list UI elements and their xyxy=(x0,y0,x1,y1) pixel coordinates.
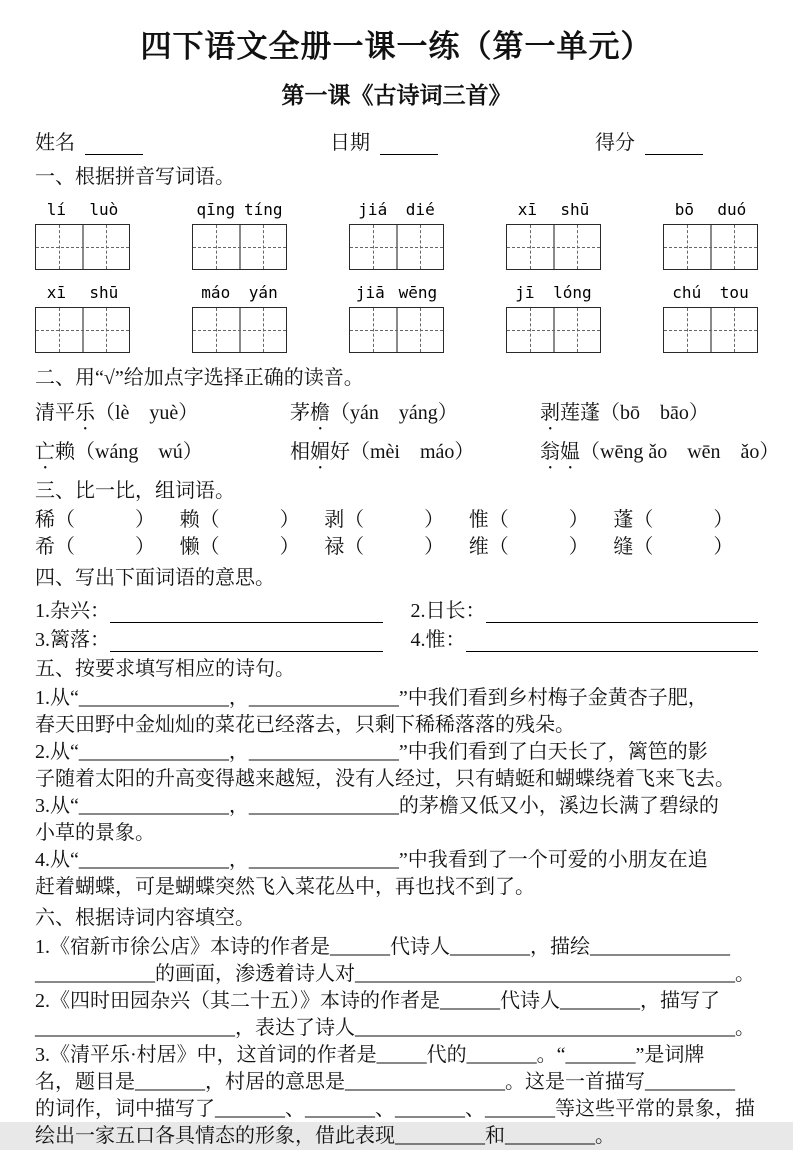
pinyin-syllable: shū xyxy=(560,199,590,219)
lesson-subtitle: 第一课《古诗词三首》 xyxy=(281,82,512,108)
worksheet-line: ____________的画面，渗透着诗人对______________________________________。 xyxy=(35,962,755,985)
pronunciation-item[interactable]: 清平乐（lè yuè） xyxy=(35,401,199,424)
writing-grid[interactable] xyxy=(192,307,287,353)
definition-item: 4.惟： xyxy=(411,623,759,652)
pinyin-group xyxy=(349,282,444,353)
worksheet-line: 4.从“_______________，_______________”中我看到了一个可爱的小朋友在追 xyxy=(35,848,708,871)
writing-grid[interactable] xyxy=(349,307,444,353)
pinyin-syllable: máo xyxy=(201,282,231,302)
section6-heading: 六、根据诗词内容填空。 xyxy=(35,906,255,929)
pinyin-syllable: lóng xyxy=(553,282,592,302)
pinyin-group xyxy=(349,199,444,270)
pronunciation-item[interactable]: 相媚好（mèi máo） xyxy=(290,440,475,463)
worksheet-line: 3.从“_______________，_______________的茅檐又低又小，溪边长满了碧绿的 xyxy=(35,794,719,817)
pinyin-row-2 xyxy=(35,282,758,353)
answer-blank[interactable] xyxy=(486,602,759,623)
worksheet-line: 3.《清平乐·村居》中，这首词的作者是_____代的_______。“_______”是词牌 xyxy=(35,1043,705,1066)
pronunciation-item[interactable]: 剥莲蓬（bō bāo） xyxy=(540,401,709,424)
pinyin-syllable: shū xyxy=(89,282,119,302)
definition-item: 1.杂兴： xyxy=(35,594,383,623)
pinyin-group xyxy=(506,199,601,270)
dotted-char: 翁媪 xyxy=(540,440,580,463)
worksheet-line: 绘出一家五口各具情态的形象，借此表现_________和_________。 xyxy=(35,1124,615,1147)
word-blank[interactable]: 缝（ ） xyxy=(613,535,734,558)
pinyin-syllable: duó xyxy=(717,199,747,219)
pinyin-syllable: jī xyxy=(515,282,535,302)
worksheet-line: 1.从“_______________，_______________”中我们看到乡村梅子金黄杏子肥， xyxy=(35,686,708,709)
date-blank[interactable] xyxy=(380,137,438,155)
worksheet-line: 2.从“_______________，_______________”中我们看到了白天长了，篱笆的影 xyxy=(35,740,708,763)
section5-heading: 五、按要求填写相应的诗句。 xyxy=(35,657,295,680)
pronunciation-choices xyxy=(35,396,780,474)
pinyin-group xyxy=(192,282,287,353)
pinyin-group xyxy=(506,282,601,353)
section2-heading: 二、用“√”给加点字选择正确的读音。 xyxy=(35,366,364,389)
dotted-char: 檐 xyxy=(310,401,330,424)
writing-grid[interactable] xyxy=(35,307,130,353)
pinyin-syllable: chú xyxy=(672,282,702,302)
worksheet-line: 名，题目是_______，村居的意思是________________。这是一首描写_________ xyxy=(35,1070,735,1093)
dotted-char: 亡 xyxy=(35,440,55,463)
date-field-group xyxy=(330,126,595,155)
page-title: 四下语文全册一课一练（第一单元） xyxy=(140,29,653,64)
worksheet-line: 春天田野中金灿灿的菜花已经落去，只剩下稀稀落落的残朵。 xyxy=(35,713,575,736)
content-fill-section xyxy=(35,934,758,1150)
pinyin-syllable: luò xyxy=(89,199,119,219)
word-blank[interactable]: 蓬（ ） xyxy=(613,508,734,531)
writing-grid[interactable] xyxy=(349,224,444,270)
name-blank[interactable] xyxy=(85,137,143,155)
header-meta-row xyxy=(35,126,758,155)
writing-grid[interactable] xyxy=(663,307,758,353)
pinyin-row-1 xyxy=(35,199,758,270)
name-field-group xyxy=(35,126,330,155)
word-blank[interactable]: 稀（ ） xyxy=(35,508,155,531)
pinyin-syllable: dié xyxy=(405,199,435,219)
pinyin-syllable: jiā xyxy=(355,282,385,302)
writing-grid[interactable] xyxy=(192,224,287,270)
pinyin-syllable: xī xyxy=(46,282,66,302)
pronunciation-item[interactable]: 翁媪（wēng ǎo wēn ǎo） xyxy=(540,440,780,463)
pinyin-syllable: xī xyxy=(517,199,537,219)
name-label: 姓名 xyxy=(35,131,75,154)
worksheet-line: 子随着太阳的升高变得越来越短，没有人经过，只有蜻蜓和蝴蝶绕着飞来飞去。 xyxy=(35,767,735,790)
poem-fill-section xyxy=(35,685,758,901)
pinyin-syllable: wēng xyxy=(398,282,438,302)
section4-heading: 四、写出下面词语的意思。 xyxy=(35,566,275,589)
pinyin-group xyxy=(35,282,130,353)
dotted-char: 媚 xyxy=(310,440,330,463)
date-label: 日期 xyxy=(330,131,370,154)
pronunciation-item[interactable]: 亡赖（wáng wú） xyxy=(35,440,203,463)
word-blank[interactable]: 维（ ） xyxy=(468,535,589,558)
pinyin-syllable: jiá xyxy=(358,199,388,219)
word-blank[interactable]: 懒（ ） xyxy=(179,535,300,558)
answer-blank[interactable] xyxy=(110,631,383,652)
word-blank[interactable]: 赖（ ） xyxy=(179,508,300,531)
worksheet-line: 2.《四时田园杂兴（其二十五）》本诗的作者是______代诗人________，描写了 xyxy=(35,989,720,1012)
dotted-char: 乐 xyxy=(75,401,95,424)
pronunciation-item[interactable]: 茅檐（yán yáng） xyxy=(290,401,458,424)
section1-heading: 一、根据拼音写词语。 xyxy=(35,165,235,188)
pinyin-group xyxy=(663,199,758,270)
word-blank[interactable]: 剥（ ） xyxy=(324,508,445,531)
score-field-group xyxy=(595,126,703,155)
worksheet-line: ____________________，表达了诗人______________________________________。 xyxy=(35,1016,755,1039)
pinyin-syllable: qīng xyxy=(196,199,236,219)
worksheet-line: 1.《宿新市徐公店》本诗的作者是______代诗人________，描绘______________ xyxy=(35,935,730,958)
pinyin-syllable: lí xyxy=(46,199,66,219)
pinyin-syllable: yán xyxy=(248,282,278,302)
definition-grid xyxy=(35,594,758,652)
score-blank[interactable] xyxy=(645,137,703,155)
score-label: 得分 xyxy=(595,131,635,154)
word-building-grid xyxy=(35,507,758,561)
writing-grid[interactable] xyxy=(506,224,601,270)
word-blank[interactable]: 惟（ ） xyxy=(468,508,589,531)
pinyin-syllable: tou xyxy=(719,282,749,302)
dotted-char: 剥 xyxy=(540,401,560,424)
worksheet-line: 小草的景象。 xyxy=(35,821,155,844)
writing-grid[interactable] xyxy=(35,224,130,270)
answer-blank[interactable] xyxy=(110,602,383,623)
definition-item: 3.篱落： xyxy=(35,623,383,652)
pinyin-group xyxy=(663,282,758,353)
answer-blank[interactable] xyxy=(466,631,759,652)
worksheet-line: 赶着蝴蝶，可是蝴蝶突然飞入菜花丛中，再也找不到了。 xyxy=(35,875,535,898)
pinyin-syllable: bō xyxy=(674,199,694,219)
pinyin-group xyxy=(192,199,287,270)
writing-grid[interactable] xyxy=(663,224,758,270)
worksheet-line: 的词作，词中描写了_______、_______、_______、_______等这些平常的景象，描 xyxy=(35,1097,755,1120)
writing-grid[interactable] xyxy=(506,307,601,353)
section3-heading: 三、比一比，组词语。 xyxy=(35,479,235,502)
pinyin-syllable: tíng xyxy=(243,199,283,219)
word-blank[interactable]: 希（ ） xyxy=(35,535,155,558)
word-blank[interactable]: 禄（ ） xyxy=(324,535,445,558)
definition-item: 2.日长： xyxy=(411,594,759,623)
pinyin-group xyxy=(35,199,130,270)
